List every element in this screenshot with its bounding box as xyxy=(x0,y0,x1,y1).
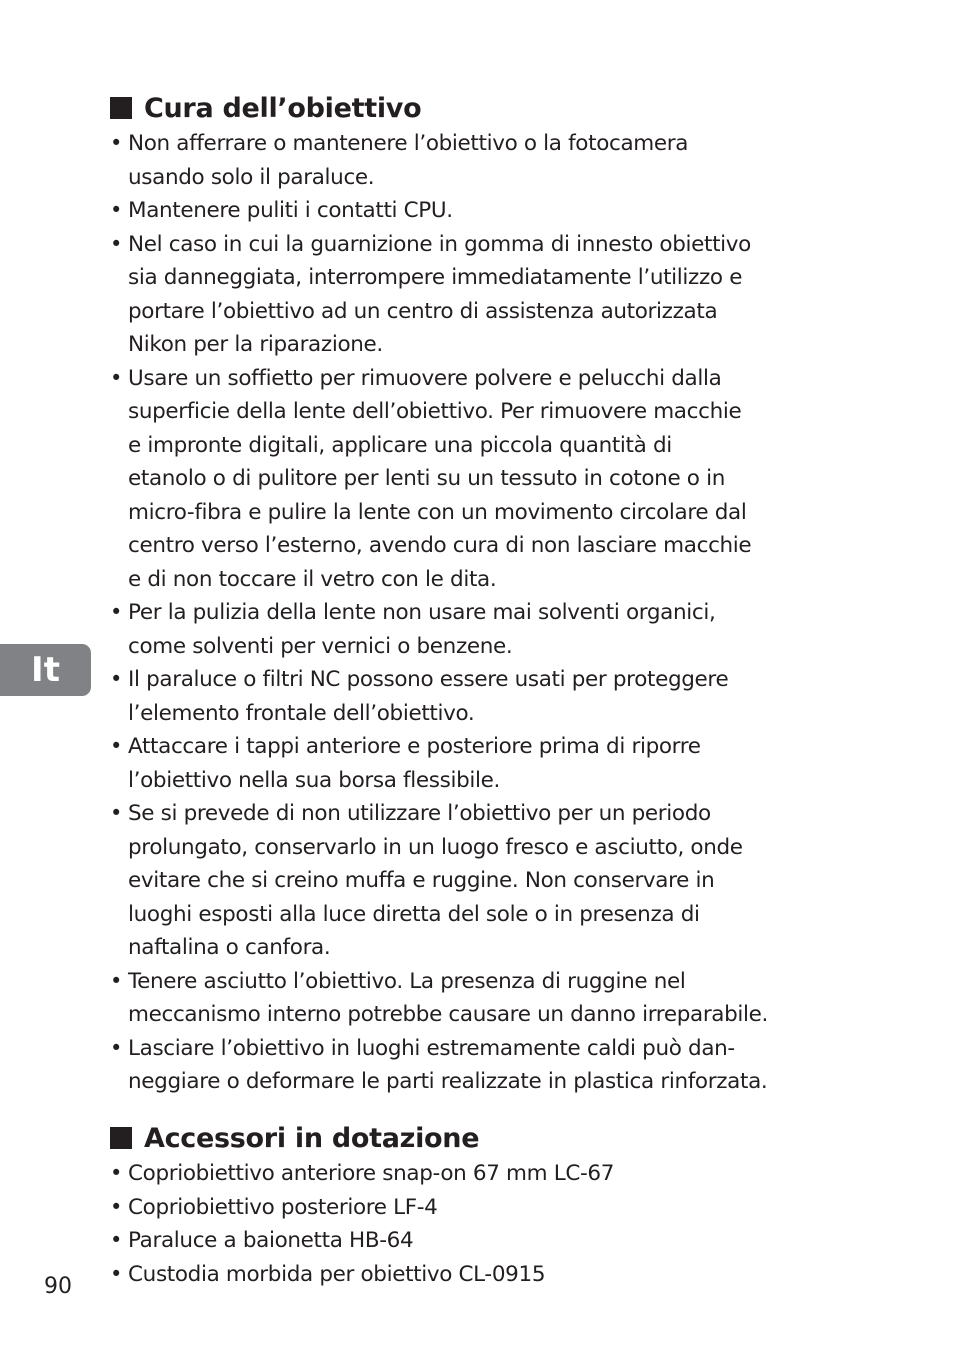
list-item xyxy=(108,965,868,1032)
bullet-icon: • xyxy=(110,365,123,390)
text-line: portare l’obiettivo ad un centro di assistenza autorizzata xyxy=(128,298,718,324)
section-title: Cura dell’obiettivo xyxy=(144,92,422,124)
language-tab xyxy=(0,644,91,696)
text-line: meccanismo interno potrebbe causare un danno irreparabile. xyxy=(128,1002,769,1027)
list-item-text xyxy=(128,965,768,1032)
bullet-icon: • xyxy=(110,968,123,993)
bullet-icon: • xyxy=(110,1261,123,1286)
list-item-text xyxy=(128,127,688,194)
list-item xyxy=(108,228,868,362)
text-line: evitare che si creino muffa e ruggine. Non conservare in xyxy=(128,868,715,893)
list-item xyxy=(108,194,868,228)
section-title: Accessori in dotazione xyxy=(144,1122,480,1154)
text-line: Per la pulizia della lente non usare mai solventi organici, xyxy=(128,600,716,625)
text-line: l’elemento frontale dell’obiettivo. xyxy=(128,700,475,726)
text-line: Non afferrare o mantenere l’obiettivo o la fotocamera xyxy=(128,131,689,156)
page-number: 90 xyxy=(44,1274,72,1299)
text-line: l’obiettivo nella sua borsa flessibile. xyxy=(128,767,501,793)
text-line: centro verso l’esterno, avendo cura di non lasciare macchie xyxy=(128,533,752,558)
text-line: Nel caso in cui la guarnizione in gomma di innesto obiettivo xyxy=(128,231,751,257)
text-line: Copriobiettivo anteriore snap-on 67 mm LC-67 xyxy=(128,1161,615,1186)
list-item xyxy=(108,596,868,663)
text-line: prolungato, conservarlo in un luogo fresco e asciutto, onde xyxy=(128,834,743,860)
bullet-icon: • xyxy=(110,198,123,222)
list-item-text xyxy=(128,1224,413,1258)
lens-care-list xyxy=(108,127,868,1099)
bullet-icon: • xyxy=(110,1194,123,1219)
bullet-icon: • xyxy=(110,1228,123,1252)
bullet-icon: • xyxy=(110,600,123,624)
text-line: superficie della lente dell’obiettivo. Per rimuovere macchie xyxy=(128,399,742,424)
bullet-icon: • xyxy=(110,1035,123,1060)
text-line: Attaccare i tappi anteriore e posteriore prima di riporre xyxy=(128,734,701,759)
text-line: naftalina o canfora. xyxy=(128,935,331,960)
square-marker-icon xyxy=(110,97,132,119)
bullet-icon: • xyxy=(110,231,123,256)
text-line: etanolo o di pulitore per lenti su un tessuto in cotone o in xyxy=(128,466,725,491)
text-line: Custodia morbida per obiettivo CL-0915 xyxy=(128,1261,546,1287)
text-line: come solventi per vernici o benzene. xyxy=(128,633,513,659)
text-line: Tenere asciutto l’obiettivo. La presenza di ruggine nel xyxy=(128,968,686,994)
text-line: Lasciare l’obiettivo in luoghi estremamente caldi può dan- xyxy=(128,1035,735,1061)
section-heading-supplied-accessories xyxy=(110,1120,479,1156)
text-line: usando solo il paraluce. xyxy=(128,164,375,190)
section-heading-lens-care xyxy=(110,90,421,126)
text-line: neggiare o deformare le parti realizzate in plastica rinforzata. xyxy=(128,1069,768,1094)
text-line: e impronte digitali, applicare una piccola quantità di xyxy=(128,432,672,458)
language-tab-label: It xyxy=(31,650,60,690)
list-item-text xyxy=(128,596,715,663)
text-line: Usare un soffietto per rimuovere polvere e pelucchi dalla xyxy=(128,365,722,391)
list-item-text xyxy=(128,730,701,797)
accessories-list xyxy=(108,1157,868,1291)
text-line: micro-fibra e pulire la lente con un movimento circolare dal xyxy=(128,499,747,525)
text-line: Il paraluce o filtri NC possono essere usati per proteggere xyxy=(128,667,729,692)
list-item xyxy=(108,1032,868,1099)
bullet-icon: • xyxy=(110,1161,123,1185)
list-item xyxy=(108,1258,868,1292)
text-line: e di non toccare il vetro con le dita. xyxy=(128,566,497,592)
list-item-text xyxy=(128,228,751,362)
list-item xyxy=(108,1191,868,1225)
list-item xyxy=(108,1224,868,1258)
text-line: Nikon per la riparazione. xyxy=(128,332,383,357)
bullet-icon: • xyxy=(110,667,123,691)
list-item xyxy=(108,663,868,730)
text-line: Se si prevede di non utilizzare l’obiettivo per un periodo xyxy=(128,801,711,826)
list-item-text xyxy=(128,194,453,228)
text-line: sia danneggiata, interrompere immediatamente l’utilizzo e xyxy=(128,265,743,290)
list-item-text xyxy=(128,1258,545,1292)
text-line: luoghi esposti alla luce diretta del sole o in presenza di xyxy=(128,901,700,927)
list-item xyxy=(108,362,868,597)
list-item-text xyxy=(128,1191,438,1225)
text-line: Copriobiettivo posteriore LF-4 xyxy=(128,1194,438,1220)
list-item xyxy=(108,127,868,194)
list-item-text xyxy=(128,663,728,730)
list-item-text xyxy=(128,797,743,965)
bullet-icon: • xyxy=(110,131,123,155)
list-item-text xyxy=(128,1157,614,1191)
list-item-text xyxy=(128,1032,767,1099)
square-marker-icon xyxy=(110,1127,132,1149)
bullet-icon: • xyxy=(110,801,123,825)
list-item xyxy=(108,730,868,797)
bullet-icon: • xyxy=(110,734,123,758)
list-item xyxy=(108,1157,868,1191)
text-line: Paraluce a baionetta HB-64 xyxy=(128,1228,414,1253)
list-item-text xyxy=(128,362,751,597)
text-line: Mantenere puliti i contatti CPU. xyxy=(128,198,453,223)
list-item xyxy=(108,797,868,965)
